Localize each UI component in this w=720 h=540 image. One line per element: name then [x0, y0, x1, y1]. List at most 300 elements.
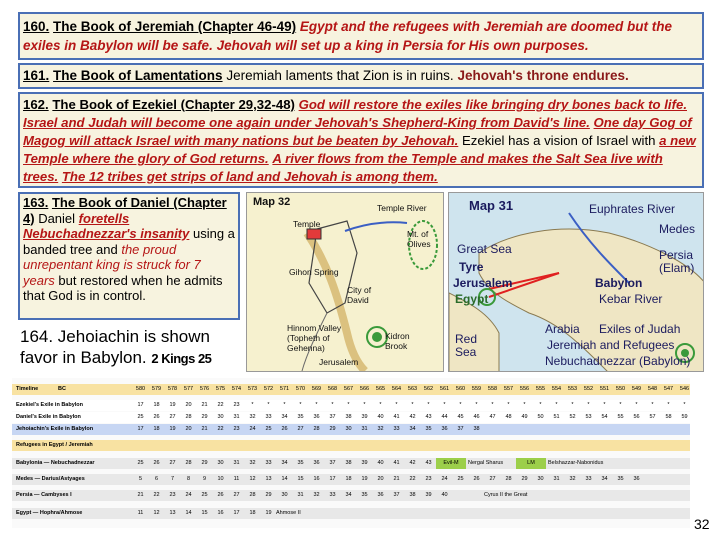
timeline-cell: 33 — [265, 460, 272, 466]
timeline-cell: 43 — [425, 460, 432, 466]
timeline-cell — [644, 490, 661, 501]
timeline-cell: 29 — [329, 426, 336, 432]
timeline-cell: 32 — [377, 426, 384, 432]
timeline-cell: 40 — [377, 414, 384, 420]
timeline-cell — [516, 440, 533, 451]
timeline-cell: 32 — [249, 414, 256, 420]
timeline-row — [12, 458, 690, 469]
timeline-cell: 49 — [521, 414, 528, 420]
timeline-cell: * — [619, 402, 622, 408]
timeline-cell — [180, 440, 197, 451]
timeline-cell: 11 — [233, 476, 240, 482]
timeline-cell — [452, 458, 469, 469]
timeline-cell: 26 — [153, 414, 160, 420]
timeline-cell: 41 — [393, 460, 400, 466]
timeline-cell: * — [555, 402, 558, 408]
timeline-cell — [660, 474, 677, 485]
map-label: Babylon — [595, 276, 643, 290]
timeline-cell: 35 — [361, 492, 368, 498]
timeline-cell: * — [331, 402, 334, 408]
timeline-row — [12, 490, 690, 501]
timeline-cell: 45 — [457, 414, 464, 420]
timeline-cell: * — [683, 402, 686, 408]
timeline-cell: 35 — [617, 476, 624, 482]
scripture-reference: 2 Kings 25 — [151, 351, 212, 366]
timeline-cell: * — [475, 402, 478, 408]
timeline-year: 580 — [135, 386, 146, 392]
timeline-cell: 42 — [409, 460, 416, 466]
map-label: City of David — [347, 285, 372, 305]
map-label: Mt. of Olives — [407, 229, 431, 249]
map-label: Jerusalem — [453, 276, 513, 290]
timeline-year: 577 — [183, 386, 194, 392]
timeline-cell: * — [315, 402, 318, 408]
timeline-cell — [676, 458, 693, 469]
timeline-cell — [564, 424, 581, 435]
timeline-cell — [500, 508, 517, 519]
timeline-cell — [484, 508, 501, 519]
map-32-jerusalem — [246, 192, 444, 372]
timeline-cell: 28 — [185, 460, 192, 466]
timeline-row-label: Persia — Cambyses I — [16, 492, 72, 498]
timeline-cell: 15 — [201, 510, 208, 516]
timeline-cell: 28 — [185, 414, 192, 420]
timeline-cell — [452, 440, 469, 451]
timeline-row — [12, 474, 690, 485]
timeline-cell — [548, 490, 565, 501]
timeline-year: 550 — [615, 386, 626, 392]
timeline-cell: 30 — [537, 476, 544, 482]
timeline-cell — [532, 508, 549, 519]
timeline-cell: 9 — [202, 476, 207, 482]
timeline-row-label: Daniel's Exile in Babylon — [16, 414, 81, 420]
timeline-cell: 58 — [665, 414, 672, 420]
timeline-cell: 51 — [553, 414, 560, 420]
timeline-cell: 16 — [313, 476, 320, 482]
timeline-cell — [548, 440, 565, 451]
timeline-cell — [292, 508, 309, 519]
timeline-cell: 31 — [233, 460, 240, 466]
timeline-cell: 20 — [377, 476, 384, 482]
timeline-row — [12, 508, 690, 519]
timeline-cell — [596, 458, 613, 469]
timeline-year: 579 — [151, 386, 162, 392]
timeline-cell — [660, 440, 677, 451]
timeline-cell: 34 — [281, 460, 288, 466]
timeline-cell: 30 — [217, 414, 224, 420]
timeline-cell: 24 — [185, 492, 192, 498]
timeline-cell — [516, 424, 533, 435]
timeline-cell: 30 — [345, 426, 352, 432]
timeline-cell: Nergal Sharus — [468, 460, 504, 466]
section-text: The 12 tribes get strips of land and Jehovah is among them. — [61, 169, 438, 184]
timeline-cell — [276, 440, 293, 451]
timeline-year: 570 — [295, 386, 306, 392]
timeline-cell: 23 — [233, 402, 240, 408]
section-text: Ezekiel has a vision of Israel with — [461, 133, 656, 148]
timeline-cell: 26 — [217, 492, 224, 498]
timeline-cell — [660, 490, 677, 501]
timeline-cell: * — [667, 402, 670, 408]
section-text: Daniel — [38, 210, 76, 226]
map-label: Temple — [293, 219, 321, 229]
timeline-cell: 34 — [281, 414, 288, 420]
timeline-cell: 27 — [233, 492, 240, 498]
timeline-cell: 28 — [313, 426, 320, 432]
timeline-cell: 36 — [377, 492, 384, 498]
timeline-row-label: Ezekiel's Exile in Babylon — [16, 402, 84, 408]
timeline-cell: 52 — [569, 414, 576, 420]
timeline-year: 576 — [199, 386, 210, 392]
section-text: the proud unrepentant king is struck for 7 years — [23, 241, 201, 288]
timeline-cell — [500, 458, 517, 469]
timeline-cell — [644, 458, 661, 469]
timeline-cell: 18 — [153, 402, 160, 408]
timeline-cell: 21 — [201, 402, 208, 408]
timeline-year: 549 — [631, 386, 642, 392]
timeline-cell: 28 — [505, 476, 512, 482]
map-label: Egypt — [455, 292, 489, 306]
timeline-cell: 22 — [153, 492, 160, 498]
timeline-cell — [324, 508, 341, 519]
timeline-cell — [388, 508, 405, 519]
section-text: One day Gog of Magog will attack Israel with many nations but be beaten by Jehovah. — [23, 115, 692, 148]
timeline-header — [12, 384, 690, 395]
timeline-cell: 6 — [154, 476, 159, 482]
timeline-cell: * — [299, 402, 302, 408]
timeline-cell: 37 — [329, 414, 336, 420]
timeline-cell: Belshazzar-Nabonidus — [548, 460, 604, 466]
timeline-cell — [580, 508, 597, 519]
section-text: but the exiles in Babylon will be safe. Jehovah will set up a king in Persia for His own purposes. — [23, 19, 672, 53]
timeline-cell: 34 — [409, 426, 416, 432]
timeline-cell — [468, 490, 485, 501]
timeline-cell: 23 — [425, 476, 432, 482]
timeline-cell: * — [651, 402, 654, 408]
timeline-row-label: Jehoiachin's Exile in Babylon — [16, 426, 94, 432]
map-title: Map 32 — [253, 196, 291, 208]
timeline-year: 571 — [279, 386, 290, 392]
timeline-cell — [612, 490, 629, 501]
timeline-cell: 34 — [601, 476, 608, 482]
map-label: Nebuchadnezzar (Babylon) — [545, 354, 691, 368]
timeline-cell — [564, 508, 581, 519]
timeline-year: 547 — [663, 386, 674, 392]
timeline-year: 560 — [455, 386, 466, 392]
map-label: Exiles of Judah — [599, 322, 681, 336]
timeline-cell — [372, 440, 389, 451]
timeline-cell: 7 — [170, 476, 175, 482]
timeline-year: 574 — [231, 386, 242, 392]
timeline-cell: 38 — [345, 414, 352, 420]
timeline-cell — [676, 490, 693, 501]
timeline-cell: * — [379, 402, 382, 408]
timeline-cell: 35 — [425, 426, 432, 432]
timeline-cell: 41 — [393, 414, 400, 420]
map-label: Kidron Brook — [385, 331, 410, 351]
timeline-cell — [436, 440, 453, 451]
map-label: Gihon Spring — [289, 267, 339, 277]
timeline-cell — [548, 424, 565, 435]
timeline-cell: * — [395, 402, 398, 408]
daniel-section — [18, 192, 240, 320]
timeline-cell: 25 — [457, 476, 464, 482]
timeline-cell: 32 — [249, 460, 256, 466]
timeline-cell: 39 — [361, 414, 368, 420]
timeline-cell: 23 — [169, 492, 176, 498]
timeline-cell — [452, 508, 469, 519]
timeline-cell: 35 — [297, 460, 304, 466]
timeline-cell: 29 — [265, 492, 272, 498]
timeline-cell — [356, 508, 373, 519]
map-label: Jeremiah and Refugees — [547, 338, 675, 352]
timeline-cell: * — [571, 402, 574, 408]
timeline-cell — [308, 440, 325, 451]
timeline-cell: 26 — [153, 460, 160, 466]
timeline-cell: 15 — [297, 476, 304, 482]
timeline-year: 559 — [471, 386, 482, 392]
timeline-cell: * — [411, 402, 414, 408]
timeline-year: 558 — [487, 386, 498, 392]
timeline-cell: 20 — [185, 426, 192, 432]
timeline-cell — [420, 508, 437, 519]
timeline-cell: 17 — [137, 426, 144, 432]
timeline-cell: 27 — [169, 460, 176, 466]
page-number: 32 — [694, 516, 710, 532]
timeline-cell: 38 — [473, 426, 480, 432]
section-title: The Book of Daniel (Chapter 4) — [23, 195, 227, 226]
timeline-cell — [484, 424, 501, 435]
timeline-cell: 22 — [217, 426, 224, 432]
timeline-cell: 46 — [473, 414, 480, 420]
timeline-cell: * — [603, 402, 606, 408]
timeline-row — [12, 400, 690, 411]
note-text: 164. Jehoiachin is shown favor in Babylon. — [20, 327, 210, 367]
timeline-cell — [148, 440, 165, 451]
timeline-cell: 31 — [297, 492, 304, 498]
timeline-cell: 37 — [457, 426, 464, 432]
timeline-cell — [484, 458, 501, 469]
timeline-cell — [596, 424, 613, 435]
timeline-cell: 26 — [473, 476, 480, 482]
section-highlight: Jehovah's throne endures. — [457, 68, 629, 83]
timeline-year: 551 — [599, 386, 610, 392]
timeline-year: 553 — [567, 386, 578, 392]
timeline-year: 565 — [375, 386, 386, 392]
timeline-year: 563 — [407, 386, 418, 392]
timeline-cell — [612, 508, 629, 519]
timeline-cell — [420, 440, 437, 451]
timeline-cell: 8 — [186, 476, 191, 482]
timeline-cell — [580, 424, 597, 435]
timeline-cell: 42 — [409, 414, 416, 420]
section-number: 163. — [23, 195, 49, 210]
timeline-cell: * — [539, 402, 542, 408]
timeline-cell — [404, 440, 421, 451]
timeline-cell: 26 — [281, 426, 288, 432]
timeline-cell: 36 — [633, 476, 640, 482]
timeline-cell: 40 — [377, 460, 384, 466]
timeline-cell: 11 — [137, 510, 144, 516]
timeline-year: 578 — [167, 386, 178, 392]
timeline-cell — [596, 440, 613, 451]
timeline-cell: 39 — [425, 492, 432, 498]
timeline-cell: 25 — [201, 492, 208, 498]
timeline-cell — [164, 440, 181, 451]
timeline-cell — [612, 458, 629, 469]
timeline-year: 567 — [343, 386, 354, 392]
timeline-cell: * — [283, 402, 286, 408]
timeline-cell: 57 — [649, 414, 656, 420]
timeline-cell: 30 — [281, 492, 288, 498]
timeline-cell: 24 — [441, 476, 448, 482]
timeline-cell: 14 — [281, 476, 288, 482]
timeline-cell — [612, 424, 629, 435]
timeline-cell: * — [251, 402, 254, 408]
timeline-cell: * — [267, 402, 270, 408]
timeline-cell: LM — [516, 458, 546, 469]
timeline-cell — [564, 458, 581, 469]
timeline-cell: 36 — [441, 426, 448, 432]
timeline-cell — [356, 440, 373, 451]
timeline-cell: 21 — [201, 426, 208, 432]
timeline-row — [12, 412, 690, 423]
timeline-row-label: Medes — Darius/Astyages — [16, 476, 85, 482]
section-title: The Book of Ezekiel (Chapter 29,32-48) — [52, 97, 295, 112]
timeline-cell: 24 — [249, 426, 256, 432]
timeline-cell — [660, 424, 677, 435]
timeline-cell — [228, 440, 245, 451]
timeline-year: 552 — [583, 386, 594, 392]
timeline-cell: 23 — [233, 426, 240, 432]
timeline-cell — [596, 490, 613, 501]
map-label: Tyre — [459, 260, 484, 274]
timeline-cell — [580, 490, 597, 501]
timeline-cell: 12 — [153, 510, 160, 516]
map-label: Red Sea — [455, 332, 478, 359]
timeline-cell: * — [491, 402, 494, 408]
timeline-cell — [196, 440, 213, 451]
timeline-cell — [340, 440, 357, 451]
timeline-year: 556 — [519, 386, 530, 392]
section-text: a new Temple where the glory of God returns. — [23, 133, 696, 166]
timeline-cell — [676, 474, 693, 485]
timeline-cell — [660, 508, 677, 519]
timeline-cell: 13 — [169, 510, 176, 516]
timeline-cell — [628, 440, 645, 451]
timeline-cell — [628, 458, 645, 469]
jehoiachin-note — [20, 326, 240, 369]
timeline-cell — [452, 490, 469, 501]
timeline-cell: 25 — [137, 460, 144, 466]
section-text: Jeremiah laments that Zion is in ruins. — [226, 68, 454, 83]
timeline-header-label: Timeline — [16, 386, 39, 392]
timeline-cell — [580, 458, 597, 469]
timeline-cell — [532, 424, 549, 435]
timeline-cell — [644, 424, 661, 435]
timeline-cell — [676, 508, 693, 519]
timeline-cell: 37 — [393, 492, 400, 498]
timeline-cell — [292, 440, 309, 451]
timeline-cell — [612, 440, 629, 451]
timeline-year: 573 — [247, 386, 258, 392]
map-label: Euphrates River — [589, 202, 676, 216]
timeline-cell — [532, 440, 549, 451]
timeline-cell: * — [523, 402, 526, 408]
map-title: Map 31 — [469, 198, 514, 213]
timeline-cell: 55 — [617, 414, 624, 420]
map-label: Medes — [659, 222, 696, 236]
timeline-cell: * — [363, 402, 366, 408]
timeline-cell: Cyrus II the Great — [484, 492, 528, 498]
timeline-cell — [660, 458, 677, 469]
timeline-cell: 53 — [585, 414, 592, 420]
timeline-year: 554 — [551, 386, 562, 392]
timeline-cell: Ahmose II — [276, 510, 301, 516]
timeline-cell — [628, 508, 645, 519]
timeline-year: 572 — [263, 386, 274, 392]
timeline-row — [12, 424, 690, 435]
timeline-cell — [500, 490, 517, 501]
timeline-cell: 33 — [265, 414, 272, 420]
timeline-cell: 31 — [361, 426, 368, 432]
timeline-cell: 33 — [393, 426, 400, 432]
timeline-year: 568 — [327, 386, 338, 392]
timeline-cell: * — [459, 402, 462, 408]
timeline-cell: 21 — [393, 476, 400, 482]
timeline-cell: 17 — [137, 402, 144, 408]
timeline-year: 555 — [535, 386, 546, 392]
timeline-cell — [260, 440, 277, 451]
timeline-row-label: Refugees in Egypt / Jeremiah — [16, 442, 93, 448]
timeline-year: 546 — [679, 386, 690, 392]
section-text: using a banded tree and — [23, 226, 235, 257]
timeline-cell: * — [427, 402, 430, 408]
timeline-cell — [388, 440, 405, 451]
timeline-cell: 40 — [441, 492, 448, 498]
timeline-year: 561 — [439, 386, 450, 392]
section-number: 162. — [23, 97, 49, 112]
timeline-cell: 19 — [169, 402, 176, 408]
timeline-cell: 34 — [345, 492, 352, 498]
timeline-cell: 22 — [217, 402, 224, 408]
timeline-cell — [132, 440, 149, 451]
timeline-cell: 29 — [201, 414, 208, 420]
timeline-cell: 38 — [409, 492, 416, 498]
timeline-cell: 44 — [441, 414, 448, 420]
timeline-cell: * — [507, 402, 510, 408]
section-text: A river flows from the Temple and makes the Salt Sea live with trees. — [23, 151, 663, 184]
timeline-cell — [628, 490, 645, 501]
timeline-cell — [532, 458, 549, 469]
map-31-region — [448, 192, 704, 372]
section-text: Egypt and the refugees with Jeremiah are doomed — [299, 19, 624, 34]
timeline-cell: 47 — [489, 414, 496, 420]
timeline-cell: 50 — [537, 414, 544, 420]
timeline-cell — [516, 490, 533, 501]
timeline-cell — [500, 424, 517, 435]
timeline-cell: 29 — [201, 460, 208, 466]
map-label: Persia (Elam) — [659, 248, 695, 275]
timeline-row — [12, 440, 690, 451]
timeline-cell: 14 — [185, 510, 192, 516]
timeline-year: 569 — [311, 386, 322, 392]
section-text: God will restore the exiles like bringing dry bones back to life. — [298, 97, 687, 112]
map-label: Jerusalem — [319, 357, 359, 367]
timeline-cell: 27 — [169, 414, 176, 420]
timeline-cell: 31 — [553, 476, 560, 482]
timeline-cell: 19 — [265, 510, 272, 516]
